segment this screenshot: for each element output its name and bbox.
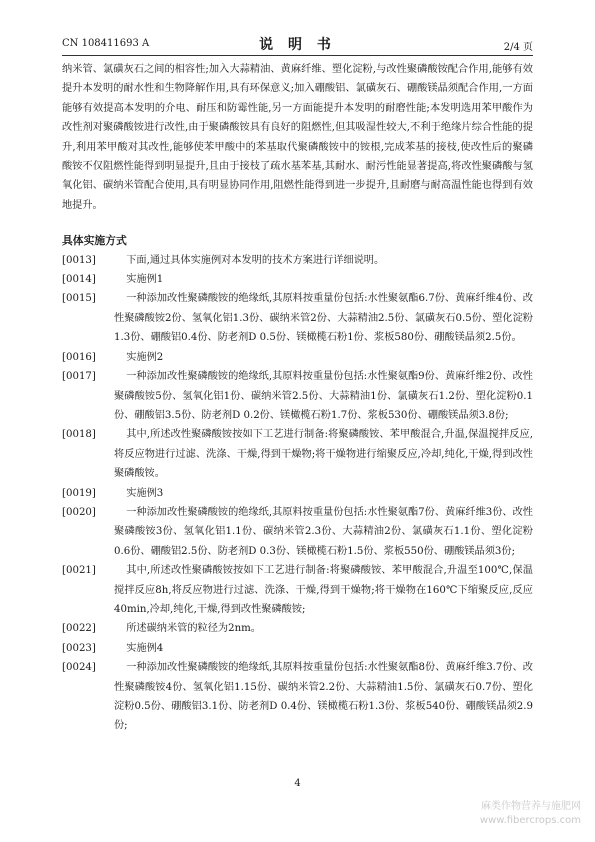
paragraph-text: 一种添加改性聚磷酸铵的绝缘纸,其原料按重量份包括:水性聚氨酯6.7份、黄麻纤维4份、改性聚磷酸铵2份、氢氧化铝1.3份、碳纳米管2份、大蒜精油2.5份、氯磺灰石0.5份、塑化淀粉1.3份、硼酸铝0.4份、防老剂D 0.5份、镁橄榄石粉1份、浆板580份、硼酸镁晶须2.5份。 — [114, 293, 533, 344]
paragraph-text: 一种添加改性聚磷酸铵的绝缘纸,其原料按重量份包括:水性聚氨酯7份、黄麻纤维3份、改性聚磷酸铵3份、氢氧化铝1.1份、碳纳米管2.3份、大蒜精油2份、氯磺灰石1.1份、塑化淀粉0.6份、硼酸铝2.5份、防老剂D 0.3份、镁橄榄石粉1.5份、浆板550份、硼酸镁晶须3份; — [114, 506, 533, 557]
paragraph-number: [0019] — [62, 487, 96, 499]
paragraph-text: 一种添加改性聚磷酸铵的绝缘纸,其原料按重量份包括:水性聚氨酯8份、黄麻纤维3.7份、改性聚磷酸铵4份、氢氧化铝1.15份、碳纳米管2.2份、大蒜精油1.5份、氯磺灰石0.7份、塑化淀粉0.5份、硼酸铝3.1份、防老剂D 0.4份、镁橄榄石粉1.3份、浆板540份、硼酸镁晶须2.9份; — [114, 662, 533, 732]
patent-number: CN 108411693 A — [62, 38, 150, 49]
paragraph — [62, 270, 533, 289]
paragraph — [62, 425, 533, 483]
paragraph-text: 其中,所述改性聚磷酸铵按如下工艺进行制备:将聚磷酸铵、苯甲酸混合,升温,保温搅拌反应,将反应物进行过滤、洗涤、干燥,得到干燥物;将干燥物进行缩聚反应,冷却,纯化,干燥,得到改性聚磷酸铵。 — [114, 429, 533, 480]
watermark-url: www.fibercrops.com — [479, 815, 581, 826]
paragraph-number: [0016] — [62, 351, 96, 363]
paragraph-number: [0021] — [62, 565, 96, 577]
paragraph-text: 一种添加改性聚磷酸铵的绝缘纸,其原料按重量份包括:水性聚氨酯9份、黄麻纤维2份、改性聚磷酸铵5份、氢氧化铝1份、碳纳米管2.5份、大蒜精油1份、氯磺灰石1.2份、塑化淀粉0.1份、硼酸铝3.5份、防老剂D 0.2份、镁橄榄石粉1.7份、浆板530份、硼酸镁晶须3.8份; — [114, 371, 533, 421]
example-heading: 实施例4 — [126, 642, 164, 654]
watermark — [480, 800, 581, 828]
paragraph-number: [0022] — [62, 623, 96, 635]
paragraph — [62, 639, 533, 658]
paragraph — [62, 561, 533, 619]
paragraph-number: [0023] — [62, 642, 96, 654]
paragraph-number: [0014] — [62, 274, 96, 286]
paragraph-number: [0013] — [62, 254, 96, 266]
paragraph — [62, 658, 533, 736]
paragraph-text: 所述碳纳米管的粒径为2nm。 — [126, 623, 261, 635]
document-body — [62, 60, 533, 736]
paragraph — [62, 484, 533, 503]
paragraph-text: 其中,所述改性聚磷酸铵按如下工艺进行制备:将聚磷酸铵、苯甲酸混合,升温至100℃,保温搅拌反应8h,将反应物进行过滤、洗涤、干燥,得到干燥物;将干燥物在160℃下缩聚反应,反应40min,冷却,纯化,干燥,得到改性聚磷酸铵; — [114, 565, 533, 615]
example-heading: 实施例3 — [126, 487, 164, 499]
section-title: 具体实施方式 — [62, 234, 127, 248]
paragraph — [62, 503, 533, 561]
watermark-site-name: 麻类作物营养与施肥网 — [481, 801, 581, 812]
paragraph — [62, 367, 533, 425]
example-heading: 实施例2 — [126, 351, 164, 363]
page-indicator: 2/4 页 — [503, 42, 533, 53]
paragraph-number: [0015] — [62, 293, 96, 305]
paragraph-number: [0018] — [62, 429, 96, 441]
paragraph — [62, 348, 533, 367]
document-title: 说 明 书 — [259, 37, 336, 53]
paragraph — [62, 251, 533, 270]
paragraph-number: [0017] — [62, 371, 96, 383]
paragraph-number: [0020] — [62, 506, 96, 518]
page-header — [62, 34, 533, 52]
intro-paragraph: 纳米管、氯磺灰石之间的相容性;加入大蒜精油、黄麻纤维、塑化淀粉,与改性聚磷酸铵配合作用,能够有效提升本发明的耐水性和生物降解作用,具有环保意义;加入硼酸铝、氯磺灰石、硼酸镁晶须配合作用,一方面能够有效提高本发明的介电、耐压和防霉性能,另一方面能提升本发明的耐磨性能;本发明选用苯甲酸作为改性剂对聚磷酸铵进行改性,由于聚磷酸铵具有良好的阻燃性,但其吸湿性较大,不利于绝缘片综合性能的提升,利用苯甲酸对其改性,能够使苯甲酸中的苯基取代聚磷酸铵中的铵根,完成苯基的接枝,使改性后的聚磷酸铵不仅阻燃性能得到明显提升,且由于接枝了疏水基苯基,其耐水、耐污性能显著提高,将改性聚磷酸与氢氧化铝、碳纳米管配合使用,具有明显协同作用,阻燃性能得到进一步提升,且耐磨与耐高温性能也得到有效地提升。 — [62, 64, 533, 211]
header-divider — [62, 55, 533, 56]
paragraph-text: 下面,通过具体实施例对本发明的技术方案进行详细说明。 — [126, 254, 385, 266]
example-heading: 实施例1 — [126, 274, 164, 286]
page-number: 4 — [294, 778, 301, 789]
paragraph-number: [0024] — [62, 662, 96, 674]
paragraph — [62, 289, 533, 347]
paragraph — [62, 619, 533, 638]
